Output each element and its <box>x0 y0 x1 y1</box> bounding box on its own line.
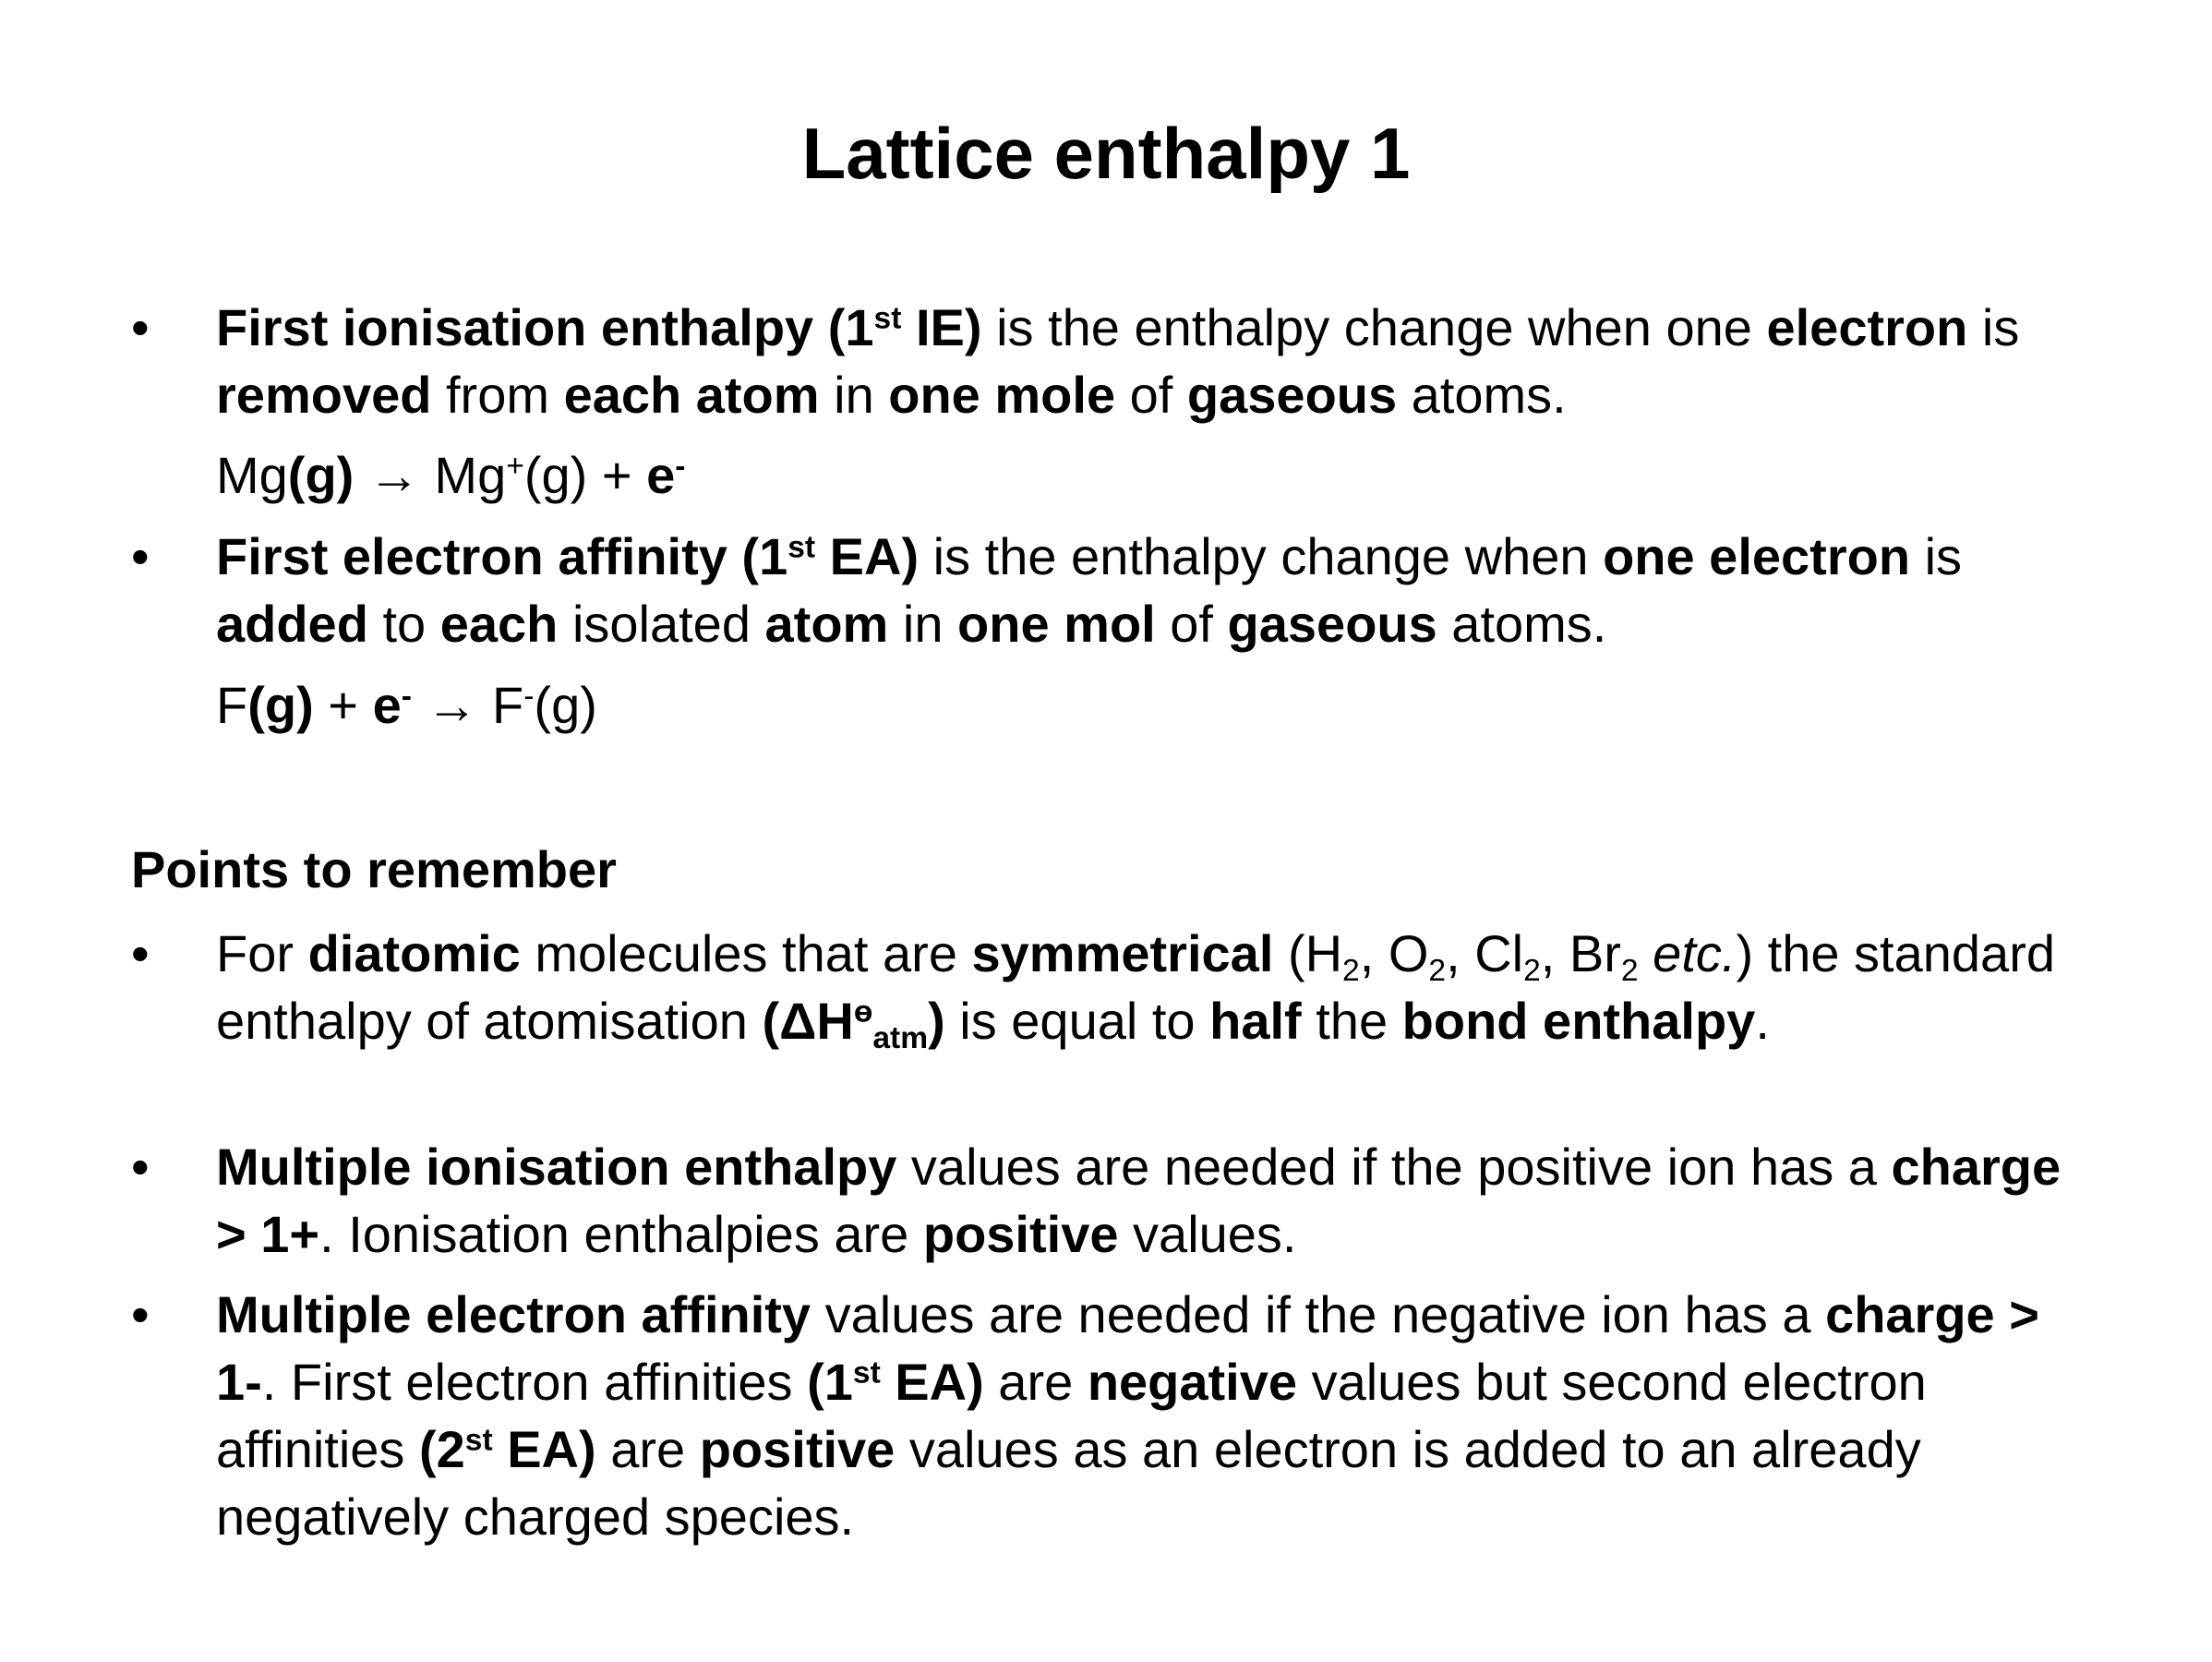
bullet-marker: • <box>131 1285 150 1343</box>
bullet-marker: • <box>131 924 150 982</box>
bullet-marker: • <box>131 1138 150 1196</box>
slide-title: Lattice enthalpy 1 <box>801 113 1411 194</box>
equation-fluorine-electron-affinity: F(g) + e- → F-(g) <box>216 676 597 734</box>
bullet-marker: • <box>131 527 150 585</box>
points-heading: Points to remember <box>131 840 617 898</box>
bullet-marker: • <box>131 298 150 356</box>
point-multiple-electron-affinity: Multiple electron affinity values are needed if the negative ion has a charge > 1-. First electron affinities (1st EA) are negative values but second electron affinities (2st EA) are positive values as an electron is added to an already negatively charged species. <box>216 1285 2039 1546</box>
definition-first-ionisation-enthalpy: First ionisation enthalpy (1st IE) is the enthalpy change when one electron is removed from each atom in one mole of gaseous atoms. <box>216 298 2020 424</box>
point-diatomic-molecules: For diatomic molecules that are symmetrical ($H_2$, $O_2$, $Cl_2$, $Br_2$ etc.) the standard enthalpy of atomisation $(\Delta H^ө_{atm})$ is equal to half the bond enthalpy. <box>216 924 2055 1056</box>
point-multiple-ionisation-enthalpy: Multiple ionisation enthalpy values are needed if the positive ion has a charge > 1+. Ionisation enthalpies are positive values. <box>216 1138 2062 1263</box>
equation-magnesium-ionisation: Mg(g) → Mg+(g) + e- <box>216 446 686 504</box>
definition-first-electron-affinity: First electron affinity (1st EA) is the enthalpy change when one electron is added to each isolated atom in one mol of gaseous atoms. <box>216 527 1963 653</box>
